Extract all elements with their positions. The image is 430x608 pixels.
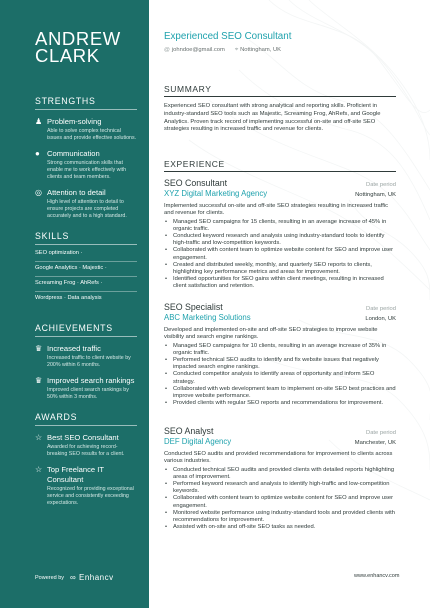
at-icon: @ (164, 47, 170, 53)
bullet-item: • Conducted keyword research and analysis using industry-standard tools to identify high-traffic and low-competition keywords. (164, 233, 396, 247)
bullet-item: • Performed technical SEO audits to identify and fix website issues that negatively impacted search engine rankings. (164, 357, 396, 371)
bullet-item: • Assisted with on-site and off-site SEO tasks as needed. (164, 524, 396, 531)
strength-desc: Able to solve complex technical issues and provide effective solutions. (47, 128, 137, 141)
achievement-desc: Improved client search rankings by 50% within 3 months. (47, 387, 129, 400)
strength-desc: Strong communication skills that enable me to work effectively with clients and team members. (47, 160, 127, 180)
job-title: Experienced SEO Consultant (164, 31, 292, 42)
achievement-item (35, 344, 137, 369)
enhancv-logo[interactable]: ∞ Enhancv (70, 573, 114, 582)
achievement-item (35, 376, 137, 401)
powered-by-label: Powered by (35, 574, 65, 581)
summary-heading: SUMMARY (164, 84, 396, 97)
achievement-desc: Increased traffic to client website by 200% within 6 months. (47, 355, 131, 368)
experience-heading: EXPERIENCE (164, 159, 396, 172)
job-entry-bullets (164, 467, 396, 532)
job-entry-desc: Conducted SEO audits and provided recommendations for improvement to clients across various industries. (164, 451, 393, 465)
award-item (35, 465, 137, 507)
target-icon: ◎ (35, 188, 42, 197)
strength-title: Problem-solving (47, 117, 102, 126)
job-entry (164, 178, 396, 291)
strength-item (35, 149, 137, 181)
skill-item: Wordpress · Data analysis (35, 295, 102, 301)
skill-item: Screaming Frog · AhRefs · (35, 277, 137, 292)
job-entry-title: SEO Consultant (164, 178, 228, 188)
job-entry-title: SEO Analyst (164, 426, 214, 436)
job-entry-date: Date period (366, 306, 396, 312)
star-icon: ☆ (35, 433, 43, 442)
job-entry (164, 302, 396, 407)
bullet-item: • Managed SEO campaigns for 10 clients, resulting in an average increase of 35% in organic traffic. (164, 343, 396, 357)
job-entry-company: DEF Digital Agency (164, 437, 232, 446)
strength-item (35, 188, 137, 220)
award-title: Top Freelance IT Consultant (47, 465, 104, 484)
strength-desc: High level of attention to detail to ensure projects are completed accurately and to a high standard. (47, 199, 127, 219)
award-desc: Awarded for achieving record-breaking SEO results for a client. (47, 444, 125, 457)
job-entry-bullets (164, 219, 396, 291)
skills-heading: SKILLS (35, 231, 137, 245)
job-entry-desc: Implemented successful on-site and off-site SEO strategies resulting in increased traffic and revenue for clients. (164, 203, 389, 217)
strengths-heading: STRENGTHS (35, 96, 137, 110)
person-icon: ♟ (35, 117, 43, 126)
name-last: CLARK (35, 45, 100, 66)
job-entry-location: London, UK (365, 316, 396, 322)
strength-item (35, 117, 137, 142)
email[interactable]: johndoe@gmail.com (171, 47, 225, 53)
contact-row (164, 47, 281, 54)
job-entry-location: Nottingham, UK (355, 192, 396, 198)
job-entry-company: ABC Marketing Solutions (164, 313, 251, 322)
award-item (35, 433, 137, 458)
summary-text: Experienced SEO consultant with strong analytical and reporting skills. Proficient in industry-standard SEO tools such as Majestic, Screaming Frog, AhRefs, and Google Analytics. Proven track record of implementing successful on-site and off-site SEO strategies resulting in increased traffic and revenue for clients. (164, 103, 381, 133)
strength-title: Communication (47, 149, 100, 158)
trophy-icon: ♛ (35, 376, 43, 385)
bullet-item: • Created and distributed weekly, monthly, and quarterly SEO reports to clients, highlighting key performance metrics and areas for improvement. (164, 262, 396, 276)
location-pin-icon: ⌖ (234, 47, 239, 53)
chat-icon: ● (35, 149, 40, 158)
brand-name: Enhancv (78, 573, 114, 582)
job-entry-location: Manchester, UK (354, 440, 396, 446)
achievement-title: Increased traffic (47, 344, 101, 353)
bullet-item: • Managed SEO campaigns for 15 clients, resulting in an average increase of 45% in organic traffic. (164, 219, 396, 233)
job-entry-desc: Developed and implemented on-site and off-site SEO strategies to improve website visibility and search engine rankings. (164, 327, 378, 341)
job-entry-date: Date period (366, 430, 396, 436)
job-entry-company: XYZ Digital Marketing Agency (164, 189, 268, 198)
candidate-name (35, 30, 137, 64)
achievement-title: Improved search rankings (47, 376, 135, 385)
job-entry-bullets (164, 343, 396, 408)
bullet-item: • Performed keyword research and analysis to identify high-traffic and low-competition keywords. (164, 481, 396, 495)
bullet-item: • Identified opportunities for SEO gains within client meetings, resulting in increased client satisfaction and retention. (164, 276, 396, 290)
bullet-item: • Monitored website performance using industry-standard tools and provided clients with recommendations for improvement. (164, 510, 396, 524)
achievements-heading: ACHIEVEMENTS (35, 323, 137, 337)
sidebar (0, 0, 149, 608)
strength-title: Attention to detail (47, 188, 106, 197)
powered-by (35, 573, 114, 582)
award-desc: Recognized for providing exceptional service and consistently exceeding expectations. (47, 486, 134, 506)
skill-item: SEO optimization · (35, 247, 137, 262)
awards-heading: AWARDS (35, 412, 137, 426)
bullet-item: • Collaborated with content team to optimize website content for SEO and improve user engagement. (164, 495, 396, 509)
name-first: ANDREW (35, 28, 121, 49)
job-entry-date: Date period (366, 182, 396, 188)
bullet-item: • Collaborated with web development team to implement on-site SEO best practices and improve website performance. (164, 386, 396, 400)
location: Nottingham, UK (240, 47, 282, 53)
star-icon: ☆ (35, 465, 43, 474)
bullet-item: • Collaborated with content team to optimize website content for SEO and improve user engagement. (164, 247, 396, 261)
skill-item: Google Analytics · Majestic · (35, 262, 137, 277)
award-title: Best SEO Consultant (47, 433, 119, 442)
bullet-item: • Conducted competitor analysis to identify areas of opportunity and inform SEO strategy. (164, 371, 396, 385)
bullet-item: • Provided clients with regular SEO reports and recommendations for improvement. (164, 400, 396, 407)
job-entry (164, 426, 396, 531)
website-link[interactable]: www.enhancv.com (354, 573, 400, 579)
bullet-item: • Conducted technical SEO audits and provided clients with detailed reports highlighting areas of improvement. (164, 467, 396, 481)
job-entry-title: SEO Specialist (164, 302, 223, 312)
trophy-icon: ♛ (35, 344, 43, 353)
